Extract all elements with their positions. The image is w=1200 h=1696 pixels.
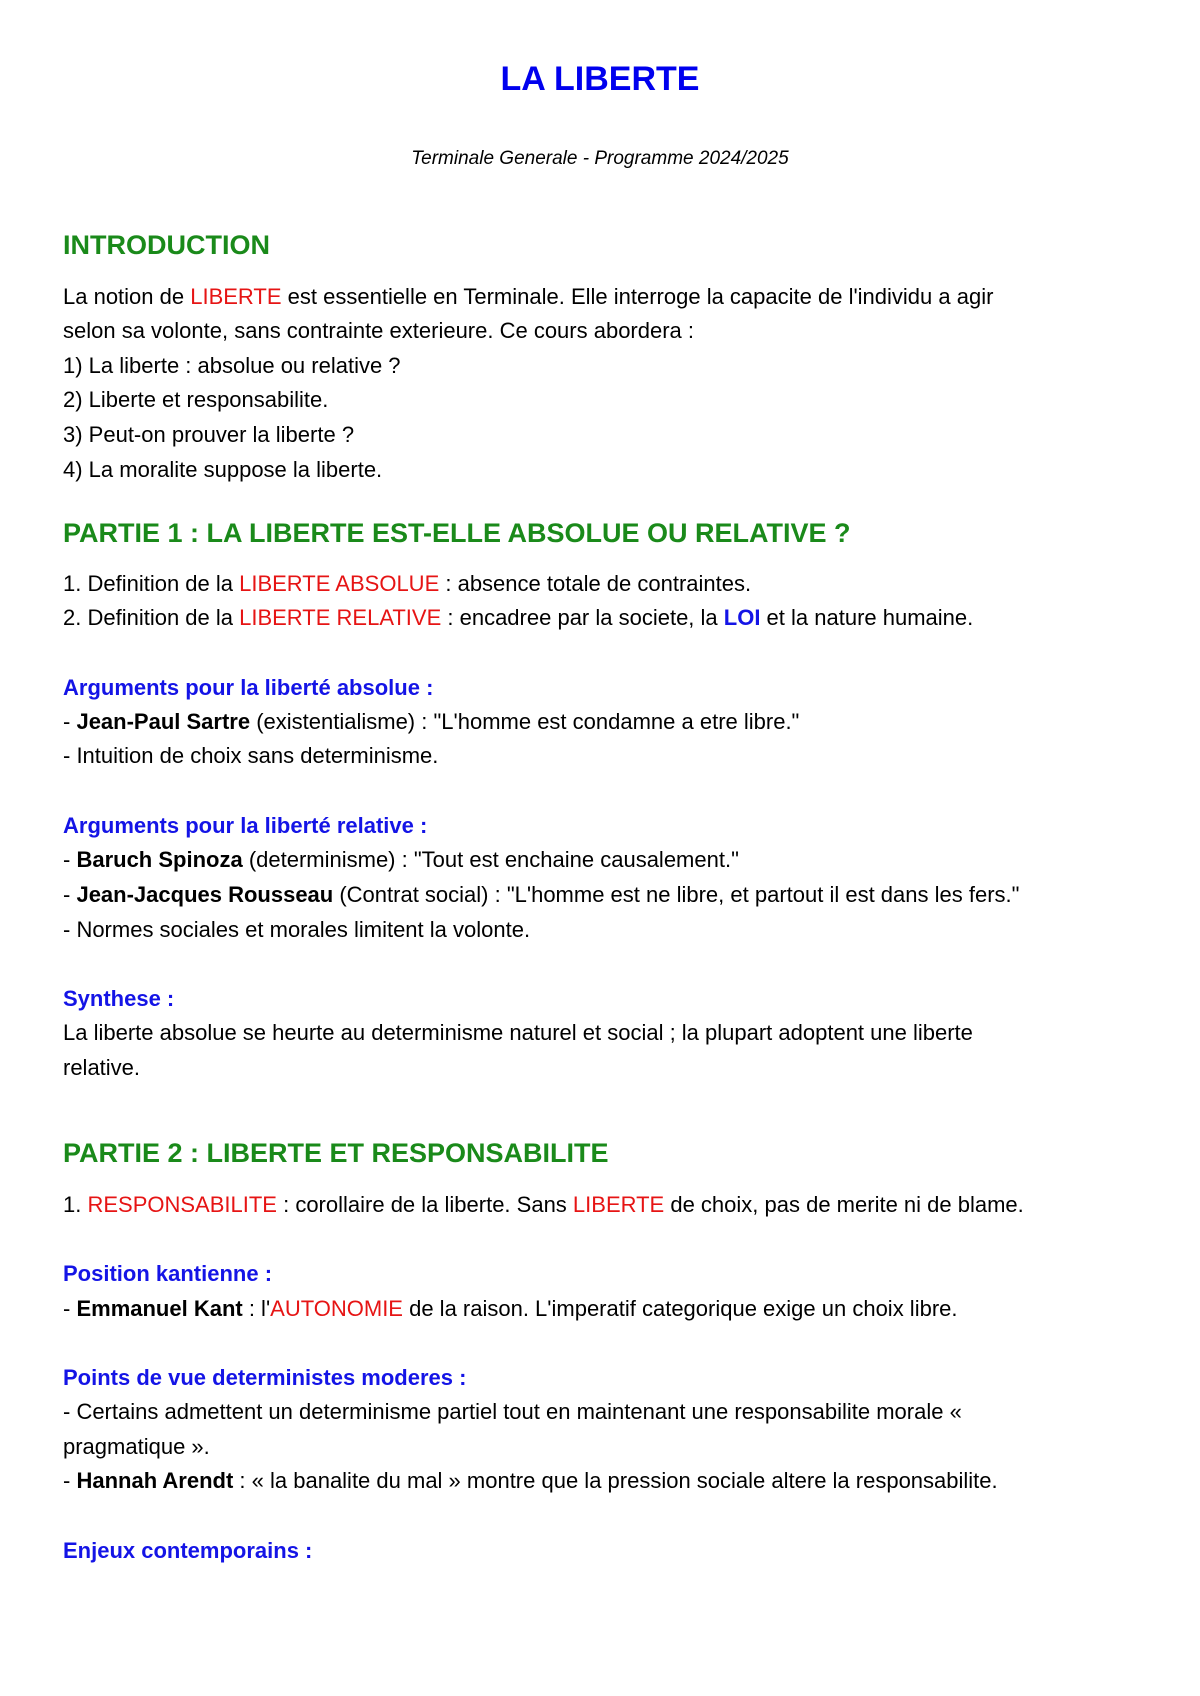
part1-heading: PARTIE 1 : LA LIBERTE EST-ELLE ABSOLUE OU RELATIVE ? [63,518,851,548]
part2-responsabilite [63,1192,1024,1218]
text-span: - [63,1296,77,1321]
contemporary-issues-heading: Enjeux contemporains : [63,1538,313,1563]
intro-line-1 [63,284,993,310]
relative-argument-1 [63,847,739,873]
text-span: : « la banalite du mal » montre que la pression sociale altere la responsabilite. [233,1468,998,1493]
keyword-loi: LOI [723,605,761,630]
text-span: et la nature humaine. [760,605,974,630]
relative-arguments-heading: Arguments pour la liberté relative : [63,813,428,838]
keyword-liberte: LIBERTE [190,284,282,309]
intro-item-1: 1) La liberte : absolue ou relative ? [63,353,401,378]
intro-line-2: selon sa volonte, sans contrainte exterieure. Ce cours abordera : [63,318,695,343]
text-span: (existentialisme) : "L'homme est condamne a etre libre." [250,709,800,734]
text-span: : corollaire de la liberte. Sans [276,1192,573,1217]
keyword-liberte: LIBERTE [572,1192,665,1217]
text-span: (Contrat social) : "L'homme est ne libre, et partout il est dans les fers." [333,882,1020,907]
kantian-line-1 [63,1296,958,1322]
text-span: 1. Definition de la [63,571,240,596]
text-span: de choix, pas de merite ni de blame. [664,1192,1024,1217]
absolute-arguments-heading: Arguments pour la liberté absolue : [63,675,434,700]
text-span: - [63,709,77,734]
intro-item-2: 2) Liberte et responsabilite. [63,387,329,412]
determinist-line-3 [63,1468,998,1494]
synthesis-line-1: La liberte absolue se heurte au determinisme naturel et social ; la plupart adoptent une liberte [63,1020,973,1045]
philosopher-name: Emmanuel Kant [76,1296,243,1321]
keyword-autonomie: AUTONOMIE [270,1296,403,1321]
absolute-argument-1 [63,709,799,735]
absolute-argument-2: - Intuition de choix sans determinisme. [63,743,439,768]
keyword-liberte-absolue: LIBERTE ABSOLUE [239,571,440,596]
synthesis-line-2: relative. [63,1055,141,1080]
relative-argument-2 [63,882,1019,908]
text-span: : l' [242,1296,271,1321]
text-span: : absence totale de contraintes. [439,571,752,596]
text-span: est essentielle en Terminale. Elle interroge la capacite de l'individu a agir [281,284,994,309]
intro-item-3: 3) Peut-on prouver la liberte ? [63,422,355,447]
kantian-heading: Position kantienne : [63,1261,273,1286]
intro-item-4: 4) La moralite suppose la liberte. [63,457,383,482]
philosopher-name: Hannah Arendt [76,1468,234,1493]
synthesis-heading: Synthese : [63,986,175,1011]
determinist-line-1: - Certains admettent un determinisme partiel tout en maintenant une responsabilite morale « [63,1399,962,1424]
part2-heading: PARTIE 2 : LIBERTE ET RESPONSABILITE [63,1138,609,1168]
text-span: de la raison. L'imperatif categorique exige un choix libre. [402,1296,958,1321]
document-subtitle: Terminale Generale - Programme 2024/2025 [411,148,789,169]
text-span: (determinisme) : "Tout est enchaine causalement." [242,847,739,872]
text-span: - [63,847,77,872]
text-span: 1. [63,1192,88,1217]
philosopher-name: Jean-Jacques Rousseau [76,882,334,907]
part1-definition-1 [63,571,751,597]
keyword-liberte-relative: LIBERTE RELATIVE [239,605,442,630]
determinist-line-2: pragmatique ». [63,1434,210,1459]
text-span: - [63,1468,77,1493]
text-span: : encadree par la societe, la [441,605,724,630]
part1-definition-2 [63,605,973,631]
philosopher-name: Jean-Paul Sartre [76,709,251,734]
document-title: LA LIBERTE [500,60,700,98]
philosopher-name: Baruch Spinoza [76,847,243,872]
text-span: 2. Definition de la [63,605,240,630]
text-span: - [63,882,77,907]
intro-heading: INTRODUCTION [63,230,270,260]
relative-argument-3: - Normes sociales et morales limitent la volonte. [63,917,531,942]
keyword-responsabilite: RESPONSABILITE [87,1192,277,1217]
text-span: La notion de [63,284,191,309]
determinist-heading: Points de vue deterministes moderes : [63,1365,467,1390]
